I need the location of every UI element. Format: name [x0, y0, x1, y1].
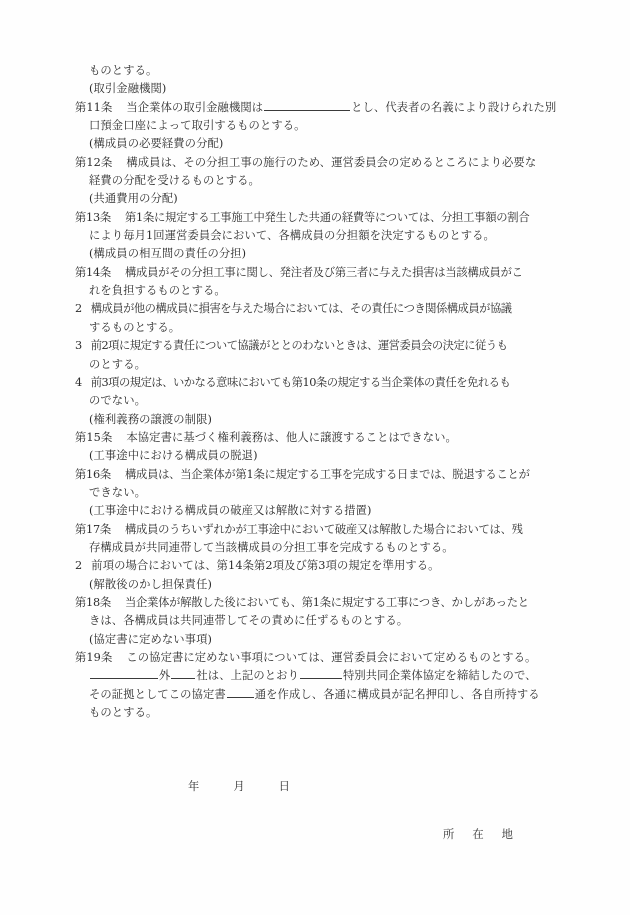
paragraph-item	[56, 337, 578, 355]
text-line	[56, 117, 578, 135]
line-text: するものとする。	[89, 320, 181, 334]
text-line	[56, 539, 578, 557]
article-text: 本協定書に基づく権利義務は、他人に譲渡することはできない。	[126, 430, 457, 444]
article-text: この協定書に定めない事項については、運営委員会において定めるものとする。	[126, 651, 537, 664]
text-line	[56, 484, 578, 502]
date-line	[188, 778, 290, 794]
article-18-heading	[56, 594, 578, 612]
closing-text: その証拠としてこの協定書	[89, 687, 226, 701]
text-line	[56, 356, 578, 374]
article-number: 第17条	[75, 522, 111, 536]
article-11-heading	[56, 99, 578, 117]
closing-statement-line	[56, 686, 578, 704]
article-text: 当企業体の取引金融機関は	[126, 100, 264, 114]
text-line	[56, 612, 578, 630]
article-19-heading	[56, 649, 578, 667]
paragraph-item	[56, 557, 578, 575]
paragraph-number: 2	[75, 302, 82, 316]
address-char-2: 在	[472, 828, 484, 841]
line-text: 口預金口座によって取引するものとする。	[89, 119, 306, 133]
article-number: 第18条	[75, 595, 111, 609]
closing-text: 特別共同企業体協定を締結したので、	[342, 669, 537, 683]
caption-text: (工事途中における構成員の脱退)	[89, 449, 258, 463]
line-text: 経費の分配を受けるものとする。	[89, 174, 260, 188]
address-char-3: 地	[501, 828, 513, 841]
paragraph-number: 3	[75, 339, 82, 353]
caption-text: (協定書に定めない事項)	[89, 632, 212, 646]
article-text: 構成員は、その分担工事の施行のため、運営委員会の定めるところにより必要な	[126, 155, 537, 169]
section-caption	[56, 135, 578, 153]
section-caption	[56, 447, 578, 465]
article-number: 第13条	[75, 210, 111, 224]
text-line	[56, 282, 578, 300]
article-number: 第15条	[75, 430, 113, 444]
caption-text: (解散後のかし担保責任)	[89, 577, 212, 591]
closing-text: 外	[159, 669, 171, 683]
fill-blank	[264, 99, 350, 111]
text-line	[56, 392, 578, 410]
article-13-heading	[56, 209, 578, 227]
paragraph-item	[56, 374, 578, 392]
line-text: れを負担するものとする。	[89, 284, 226, 298]
line-text: きは、各構成員は共同連帯してその責めに任ずるものとする。	[89, 614, 409, 628]
article-text: 構成員がその分担工事に関し、発注者及び第三者に与えた損害は当該構成員がこ	[124, 265, 523, 279]
section-caption	[56, 502, 578, 520]
address-char-1: 所	[443, 828, 455, 841]
article-text: 当企業体が解散した後においても、第1条に規定する工事につき、かしがあったと	[124, 595, 529, 609]
caption-text: (取引金融機関)	[89, 82, 167, 96]
closing-statement-line	[56, 704, 578, 722]
closing-text: 通を作成し、各通に構成員が記名押印し、各自所持する	[254, 687, 540, 701]
line-text: できない。	[89, 485, 146, 499]
paragraph-text: 構成員が他の構成員に損害を与えた場合においては、その責任につき関係構成員が協議	[90, 302, 512, 316]
section-caption	[56, 190, 578, 208]
fill-blank-count	[171, 667, 195, 679]
fill-blank-company	[90, 667, 158, 679]
article-number: 第11条	[75, 100, 113, 114]
paragraph-number: 4	[75, 375, 82, 389]
article-number: 第12条	[75, 155, 113, 169]
paragraph-number: 2	[75, 559, 83, 573]
date-month-label: 月	[233, 780, 245, 793]
text-line	[56, 172, 578, 190]
closing-statement-line	[56, 667, 578, 685]
text-line	[56, 319, 578, 337]
article-number: 第19条	[75, 651, 113, 664]
line-text: により毎月1回運営委員会において、各構成員の分担額を決定するものとする。	[89, 229, 495, 243]
caption-text: (構成員の必要経費の分配)	[89, 137, 224, 151]
date-year-label: 年	[188, 780, 200, 793]
section-caption	[56, 576, 578, 594]
caption-text: (構成員の相互間の責任の分担)	[89, 247, 247, 261]
line-text: のとする。	[89, 357, 146, 371]
line-text: のでない。	[89, 394, 146, 408]
text-line	[56, 227, 578, 245]
article-17-heading	[56, 521, 578, 539]
caption-text: (権利義務の譲渡の制限)	[89, 412, 212, 426]
fill-blank-copies	[227, 686, 254, 698]
closing-text: 社は、上記のとおり	[196, 669, 299, 683]
article-text: とし、代表者の名義により設けられた別	[351, 100, 557, 114]
article-text: 構成員のうちいずれかが工事途中において破産又は解散した場合においては、残	[124, 522, 523, 536]
article-text: 構成員は、当企業体が第1条に規定する工事を完成する日までは、脱退することが	[124, 467, 530, 481]
section-caption	[56, 80, 578, 98]
paragraph-text: 前項の場合においては、第14条第2項及び第3項の規定を準用する。	[91, 559, 440, 573]
closing-text: ものとする。	[89, 706, 158, 720]
section-caption	[56, 245, 578, 263]
article-16-heading	[56, 466, 578, 484]
paragraph-item	[56, 300, 578, 318]
document-body	[56, 62, 578, 722]
article-number: 第16条	[75, 467, 111, 481]
section-caption	[56, 631, 578, 649]
paragraph-text: 前2項に規定する責任について協議がととのわないときは、運営委員会の決定に従うも	[90, 339, 508, 353]
article-14-heading	[56, 264, 578, 282]
section-caption	[56, 411, 578, 429]
caption-text: (工事途中における構成員の破産又は解散に対する措置)	[89, 504, 372, 518]
paragraph-text: 前3項の規定は、いかなる意味においても第10条の規定する当企業体の責任を免れるも	[90, 375, 511, 389]
article-number: 第14条	[75, 265, 111, 279]
article-15-heading	[56, 429, 578, 447]
line-text: ものとする。	[89, 64, 158, 77]
fill-blank-name	[300, 667, 342, 679]
line-text: 存構成員が共同連帯して当該構成員の分担工事を完成するものとする。	[89, 540, 454, 554]
address-label-line	[443, 826, 513, 842]
date-day-label: 日	[278, 780, 290, 793]
article-12-heading	[56, 154, 578, 172]
article-text: 第1条に規定する工事施工中発生した共通の経費等については、分担工事額の割合	[124, 210, 530, 224]
caption-text: (共通費用の分配)	[89, 192, 178, 206]
text-line	[56, 62, 578, 80]
